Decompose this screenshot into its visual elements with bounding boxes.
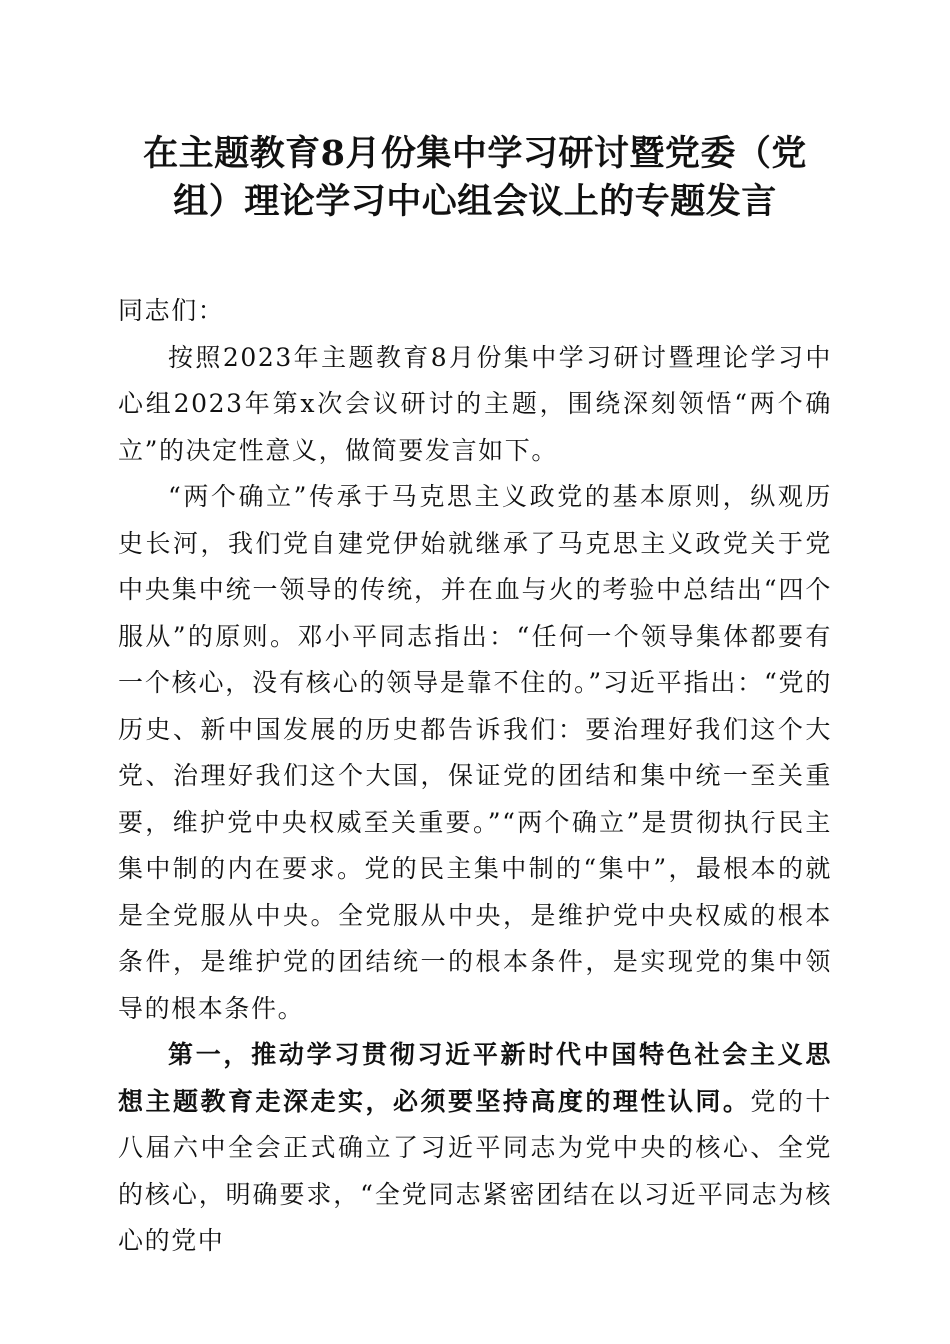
salutation: 同志们： [118, 296, 225, 325]
paragraph-3 [118, 1032, 832, 1265]
title-line-1: 在主题教育8月份集中学习研讨暨党委（党 [143, 133, 807, 174]
paragraph-3-lead: 第一，推动学习贯彻习近平新时代中国特色社会主义思想主题教育走深走实，必须要坚持高度的理性认同。 [118, 1040, 832, 1116]
paragraph-3-text: 党的十八届六中全会正式确立了习近平同志为党中央的核心、全党的核心，明确要求，“全党同志紧密团结在以习近平同志为核心的党中 [118, 1086, 832, 1255]
paragraph-1 [118, 335, 832, 475]
paragraph-1-text: 按照2023年主题教育8月份集中学习研讨暨理论学习中心组2023年第x次会议研讨的主题，围绕深刻领悟“两个确立”的决定性意义，做简要发言如下。 [118, 342, 832, 465]
document-title [118, 130, 832, 226]
paragraph-2 [118, 474, 832, 1032]
paragraph-2-text: “两个确立”传承于马克思主义政党的基本原则，纵观历史长河，我们党自建党伊始就继承了马克思主义政党关于党中央集中统一领导的传统，并在血与火的考验中总结出“四个服从”的原则。邓小平同志指出：“任何一个领导集体都要有一个核心，没有核心的领导是靠不住的。”习近平指出：“党的历史、新中国发展的历史都告诉我们：要治理好我们这个大党、治理好我们这个大国，保证党的团结和集中统一至关重要，维护党中央权威至关重要。”“两个确立”是贯彻执行民主集中制的内在要求。党的民主集中制的“集中”，最根本的就是全党服从中央。全党服从中央，是维护党中央权威的根本条件，是维护党的团结统一的根本条件，是实现党的集中领导的根本条件。 [118, 482, 832, 1023]
document-body [118, 288, 832, 1265]
title-line-2: 组）理论学习中心组会议上的专题发言 [173, 181, 777, 222]
